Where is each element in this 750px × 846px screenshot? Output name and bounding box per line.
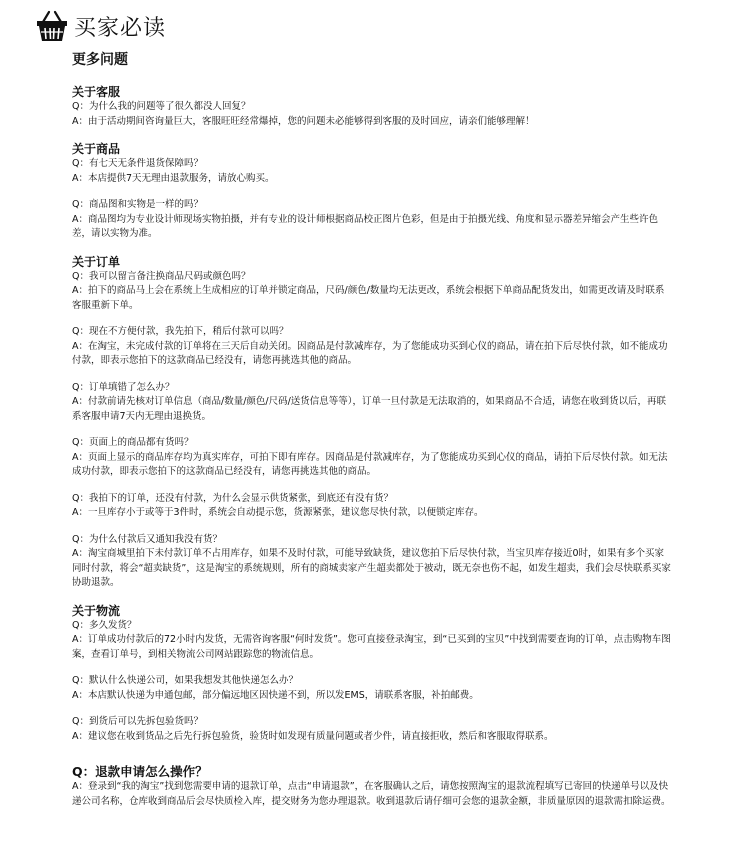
section-orders — [72, 254, 672, 591]
page-title: 更多问题 — [72, 52, 128, 68]
header — [34, 6, 166, 46]
shopping-basket-icon — [34, 8, 70, 44]
question: Q：我可以留言备注换商品尺码或颜色吗？ — [72, 270, 251, 282]
question: Q：为什么付款后又通知我没有货？ — [72, 533, 222, 545]
qa-item — [72, 270, 672, 314]
qa-item — [72, 100, 672, 129]
qa-item — [72, 436, 672, 480]
qa-item — [72, 715, 672, 744]
section-refund — [72, 764, 672, 809]
question: Q：现在不方便付款，我先拍下，稍后付款可以吗？ — [72, 326, 289, 337]
question: Q：页面上的商品都有货吗？ — [72, 437, 194, 448]
answer: A：淘宝商城里拍下未付款订单不占用库存，如果不及时付款，可能导致缺货，建议您拍下后尽快付款，当宝贝库存接近0时，如果有多个买家同时付款，将会“超卖缺货”，这是淘宝的系统规则，所有的商城卖家产生超卖都处于被动，既无奈也伤不起，如发生超卖，我们会尽快联系买家协助退款。 — [72, 548, 671, 588]
question: Q：有七天无条件退货保障吗？ — [72, 158, 203, 169]
question: Q：商品图和实物是一样的吗？ — [72, 199, 203, 210]
qa-item — [72, 325, 672, 369]
question: Q：订单填错了怎么办？ — [72, 381, 175, 393]
answer: A：页面上显示的商品库存均为真实库存，可拍下即有库存。因商品是付款减库存，为了您能成功买到心仪的商品，请拍下后尽快付款。如无法成功付款，即表示您拍下的这款商品已经没有，请您再挑选其他的商品。 — [72, 451, 668, 477]
section-customer-service — [72, 84, 672, 129]
answer: A：订单成功付款后的72小时内发货，无需咨询客服“何时发货”。您可直接登录淘宝，到“已买到的宝贝”中找到需要查询的订单，点击购物车图案，查看订单号，到相关物流公司网站跟踪您的物流信息。 — [72, 634, 671, 660]
answer: A：拍下的商品马上会在系统上生成相应的订单并锁定商品，尺码/颜色/数量均无法更改，系统会根据下单商品配货发出，如需更改请及时联系客服重新下单。 — [72, 285, 665, 311]
qa-item — [72, 492, 672, 521]
qa-item — [72, 157, 672, 186]
question: Q：我拍下的订单，还没有付款，为什么会显示供货紧张，到底还有没有货？ — [72, 492, 393, 504]
answer: A：商品图均为专业设计师现场实物拍摄，并有专业的设计师根据商品校正图片色彩，但是由于拍摄光线、角度和显示器差异缩会产生些许色差，请以实物为准。 — [72, 213, 659, 239]
section-title: 关于商品 — [72, 142, 121, 156]
question: Q：多久发货？ — [72, 619, 137, 631]
qa-item — [72, 674, 672, 703]
faq-content — [72, 50, 672, 809]
answer: A：在淘宝，未完成付款的订单将在三天后自动关闭。因商品是付款减库存，为了您能成功买到心仪的商品，请在拍下后尽快付款，如不能成功付款，即表示您拍下的这款商品已经没有，请您再挑选其他的商品。 — [72, 340, 668, 366]
qa-item — [72, 381, 672, 425]
refund-question: Q：退款申请怎么操作？ — [72, 764, 208, 779]
answer: A：本店提供7天无理由退款服务，请放心购买。 — [72, 172, 275, 184]
qa-item — [72, 619, 672, 663]
section-logistics — [72, 603, 672, 745]
section-title: 关于客服 — [72, 85, 121, 99]
header-title: 买家必读 — [74, 15, 167, 41]
answer: A：由于活动期间咨询量巨大，客服旺旺经常爆掉，您的问题未必能够得到客服的及时回应，请亲们能够理解！ — [72, 115, 535, 127]
answer: A：一旦库存小于或等于3件时，系统会自动提示您，货源紧张，建议您尽快付款，以便锁定库存。 — [72, 507, 484, 518]
qa-item — [72, 198, 672, 242]
answer: A：付款前请先核对订单信息（商品/数量/颜色/尺码/送货信息等等），订单一旦付款是无法取消的，如果商品不合适，请您在收到货以后，再联系客服申请7天内无理由退换货。 — [72, 396, 667, 422]
question: Q：默认什么快递公司，如果我想发其他快递怎么办？ — [72, 675, 298, 686]
question: Q：为什么我的问题等了很久都没人回复？ — [72, 101, 251, 112]
qa-item — [72, 533, 672, 591]
section-products — [72, 141, 672, 242]
answer: A：本店默认快递为申通包邮，部分偏远地区因快递不到，所以发EMS，请联系客服，补拍邮费。 — [72, 689, 479, 701]
refund-answer: A：登录到“我的淘宝”找到您需要申请的退款订单，点击“申请退款”，在客服确认之后，请您按照淘宝的退款流程填写已寄回的快递单号以及快递公司名称，仓库收到商品后会尽快质检入库，提交财务为您办理退款。收到退款后请仔细可会您的退款金额，非质量原因的退款需扣除运费。 — [72, 781, 671, 807]
section-title: 关于订单 — [72, 254, 121, 269]
question: Q：到货后可以先拆包验货吗？ — [72, 716, 203, 727]
answer: A：建议您在收到货品之后先行拆包验货，验货时如发现有质量问题或者少件，请直接拒收，然后和客服取得联系。 — [72, 730, 554, 742]
section-title: 关于物流 — [72, 603, 121, 618]
